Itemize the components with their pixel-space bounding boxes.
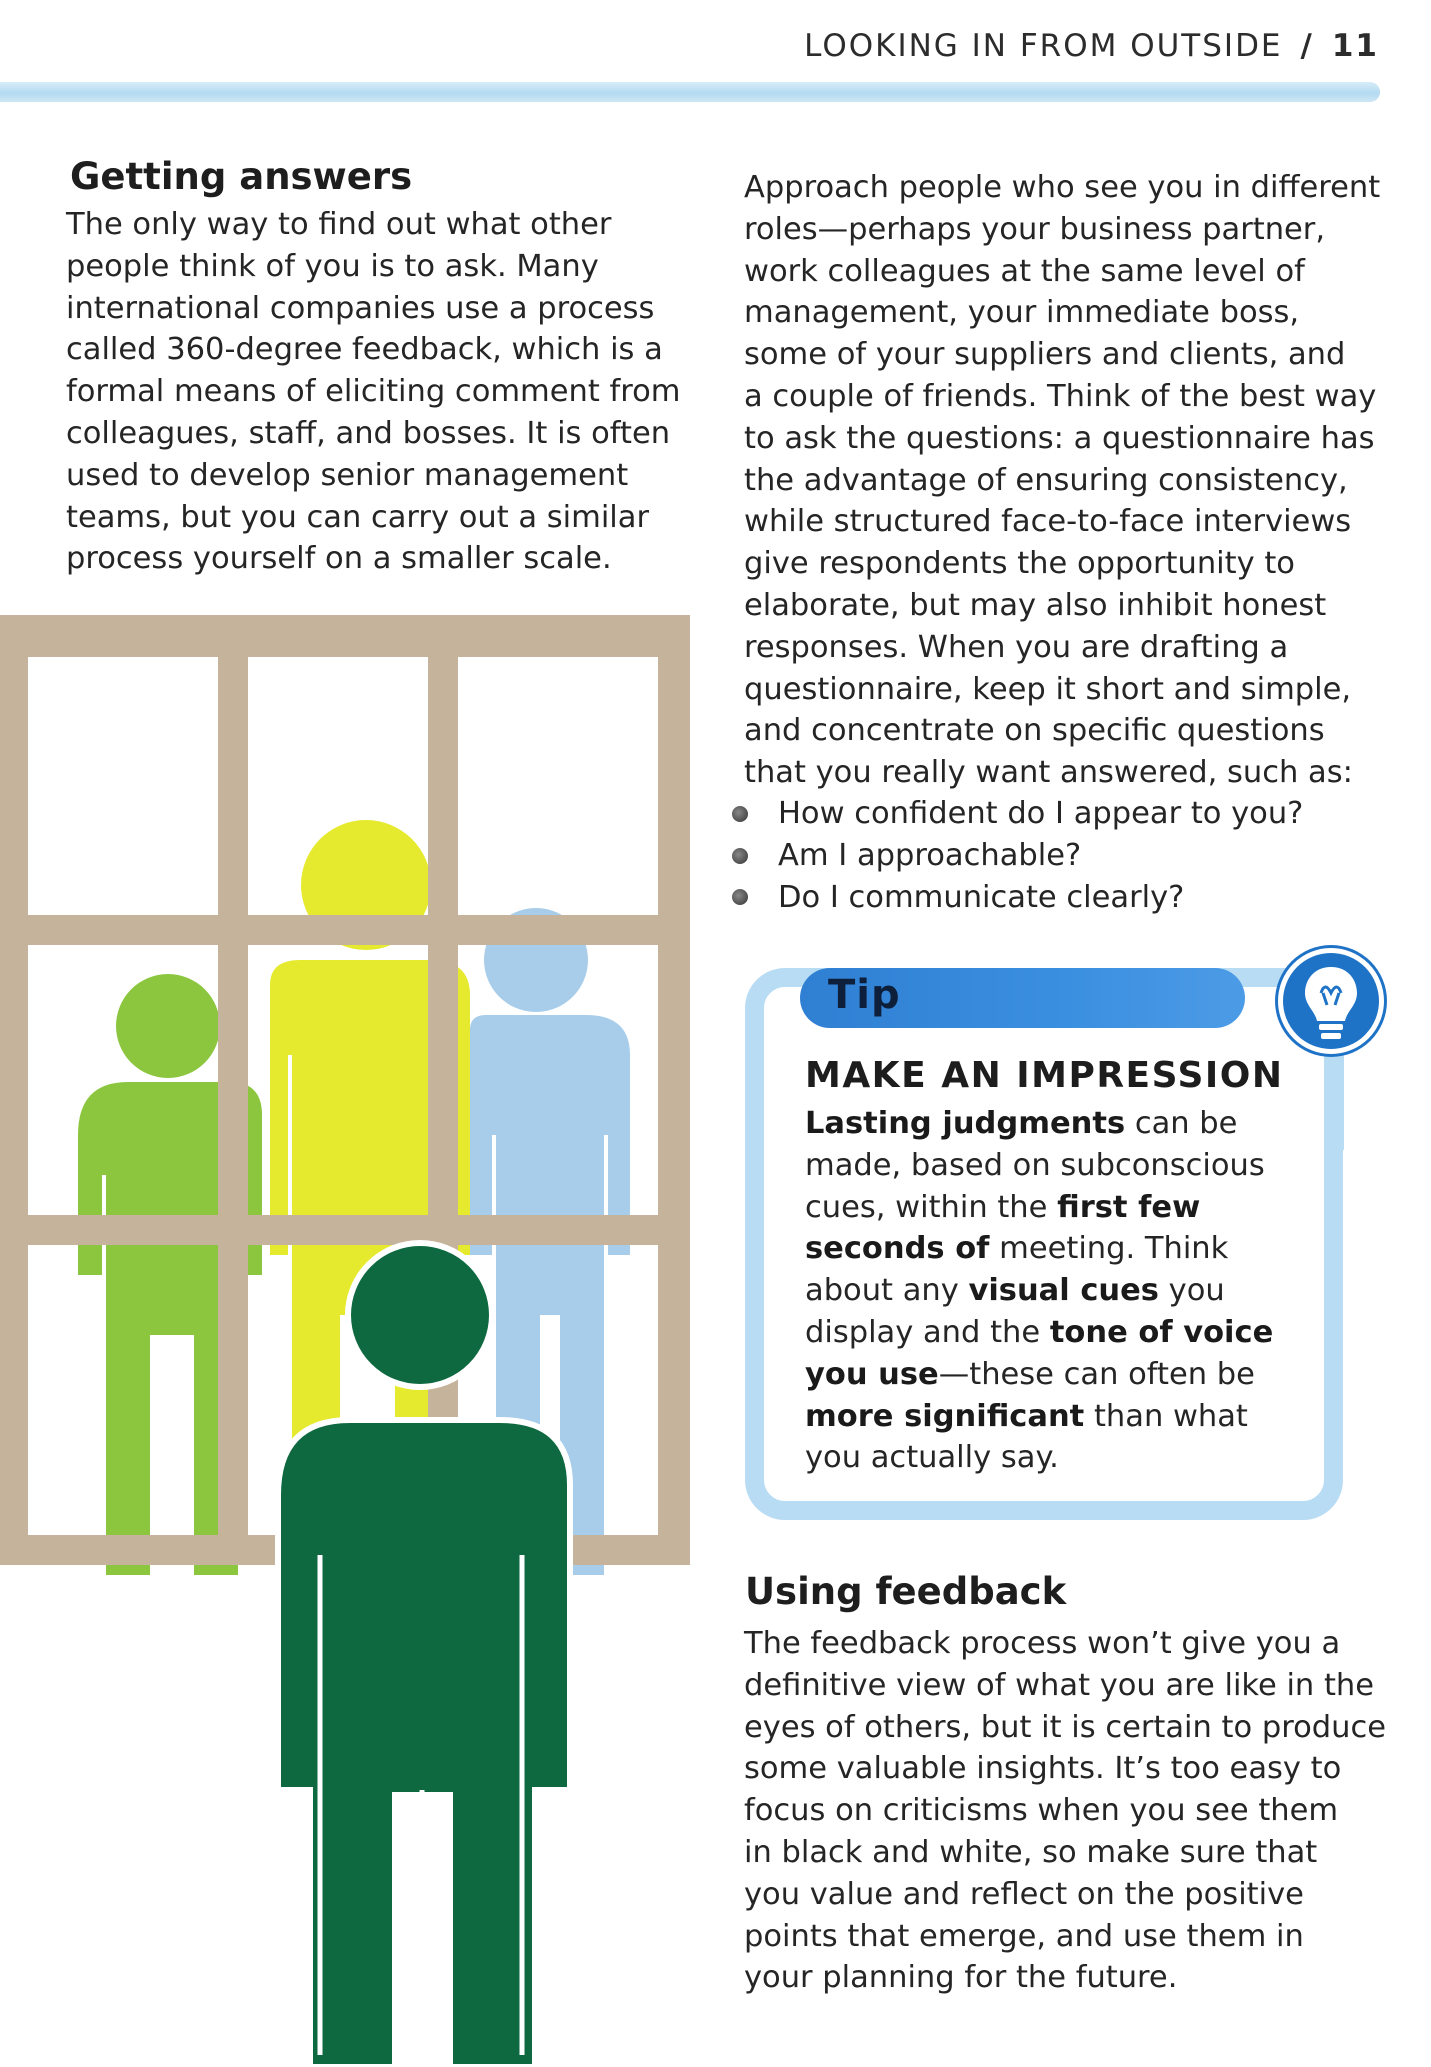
tip-text-segment: made, based on subconscious	[805, 1147, 1265, 1183]
running-head-separator: /	[1300, 28, 1314, 64]
text-line: teams, but you can carry out a similar	[66, 499, 649, 535]
tip-text-line	[805, 1103, 1273, 1145]
text-line: some of your suppliers and clients, and	[744, 337, 1346, 373]
tip-text-line	[805, 1228, 1273, 1270]
tip-text-line	[805, 1437, 1273, 1479]
text-line: the advantage of ensuring consistency,	[744, 462, 1348, 498]
list-item	[732, 793, 1303, 835]
emphasis-text: more significant	[805, 1398, 1085, 1434]
tip-title: MAKE AN IMPRESSION	[805, 1055, 1284, 1096]
running-head	[804, 28, 1379, 64]
list-item-text: Am I approachable?	[778, 838, 1082, 874]
text-line: in black and white, so make sure that	[744, 1834, 1318, 1870]
bullet-dot-icon	[732, 889, 748, 905]
text-line: responses. When you are drafting a	[744, 629, 1289, 665]
header-rule	[0, 82, 1380, 102]
list-item	[732, 877, 1303, 919]
tip-label: Tip	[828, 972, 901, 1018]
emphasis-text: tone of voice	[1049, 1314, 1274, 1350]
tip-text-line	[805, 1312, 1273, 1354]
running-head-section: LOOKING IN FROM OUTSIDE	[804, 28, 1283, 64]
emphasis-text: you use	[805, 1356, 939, 1392]
tip-text-line	[805, 1145, 1273, 1187]
text-line: people think of you is to ask. Many	[66, 248, 599, 284]
text-line: work colleagues at the same level of	[744, 253, 1305, 289]
tip-banner	[800, 968, 1245, 1028]
heading-getting-answers: Getting answers	[70, 155, 413, 198]
text-line: some valuable insights. It’s too easy to	[744, 1751, 1342, 1787]
text-line: points that emerge, and use them in	[744, 1918, 1304, 1954]
emphasis-text: Lasting judgments	[805, 1106, 1126, 1141]
text-line: roles—perhaps your business partner,	[744, 211, 1326, 247]
emphasis-text: seconds of	[805, 1231, 990, 1267]
text-line: a couple of friends. Think of the best way	[744, 378, 1377, 414]
tip-text-segment: than what	[1084, 1398, 1248, 1434]
text-line: you value and reflect on the positive	[744, 1876, 1304, 1912]
text-line: elaborate, but may also inhibit honest	[744, 587, 1327, 623]
page-number: 11	[1331, 28, 1379, 64]
text-line: used to develop senior management	[66, 457, 629, 493]
tip-text-segment: you actually say.	[805, 1440, 1059, 1476]
text-line: focus on criticisms when you see them	[744, 1793, 1339, 1829]
tip-text-line	[805, 1354, 1273, 1396]
text-line: while structured face-to-face interviews	[744, 504, 1352, 540]
lightbulb-icon	[1278, 948, 1384, 1054]
tip-text-segment: cues, within the	[805, 1189, 1058, 1225]
text-line: give respondents the opportunity to	[744, 546, 1295, 582]
tip-text	[805, 1103, 1273, 1479]
tip-text-segment: you	[1158, 1273, 1225, 1309]
text-line: international companies use a process	[66, 290, 655, 326]
list-item-text: How confident do I appear to you?	[778, 796, 1304, 832]
heading-using-feedback: Using feedback	[745, 1570, 1067, 1613]
text-line: that you really want answered, such as:	[744, 755, 1353, 791]
text-line: to ask the questions: a questionnaire has	[744, 420, 1375, 456]
tip-text-segment: —these can often be	[938, 1356, 1255, 1392]
tip-text-line	[805, 1270, 1273, 1312]
text-line: management, your immediate boss,	[744, 295, 1300, 331]
approach-text	[744, 167, 1380, 794]
tip-text-segment: display and the	[805, 1314, 1050, 1350]
getting-answers-text	[66, 204, 681, 580]
text-line: Approach people who see you in different	[744, 170, 1381, 205]
text-line: your planning for the future.	[744, 1960, 1178, 1996]
text-line: formal means of eliciting comment from	[66, 374, 681, 410]
text-line: called 360-degree feedback, which is a	[66, 332, 663, 368]
tip-text-segment: meeting. Think	[989, 1231, 1229, 1267]
text-line: The only way to find out what other	[66, 207, 612, 242]
list-item-text: Do I communicate clearly?	[778, 879, 1185, 915]
tip-text-line	[805, 1187, 1273, 1229]
emphasis-text: first few	[1057, 1189, 1201, 1225]
tip-text-segment: can be	[1125, 1106, 1238, 1141]
emphasis-text: visual cues	[968, 1273, 1159, 1309]
bullet-dot-icon	[732, 806, 748, 822]
tip-text-line	[805, 1396, 1273, 1438]
question-list	[732, 793, 1303, 918]
text-line: eyes of others, but it is certain to produce	[744, 1709, 1386, 1745]
people-at-window-illustration	[0, 615, 700, 2067]
text-line: questionnaire, keep it short and simple,	[744, 671, 1352, 707]
tip-text-segment: about any	[805, 1273, 969, 1309]
using-feedback-text	[744, 1623, 1386, 1999]
text-line: and concentrate on specific questions	[744, 713, 1325, 749]
text-line: process yourself on a smaller scale.	[66, 541, 612, 577]
bullet-dot-icon	[732, 848, 748, 864]
text-line: definitive view of what you are like in the	[744, 1667, 1375, 1703]
list-item	[732, 835, 1303, 877]
text-line: The feedback process won’t give you a	[744, 1626, 1341, 1661]
text-line: colleagues, staff, and bosses. It is often	[66, 415, 671, 451]
